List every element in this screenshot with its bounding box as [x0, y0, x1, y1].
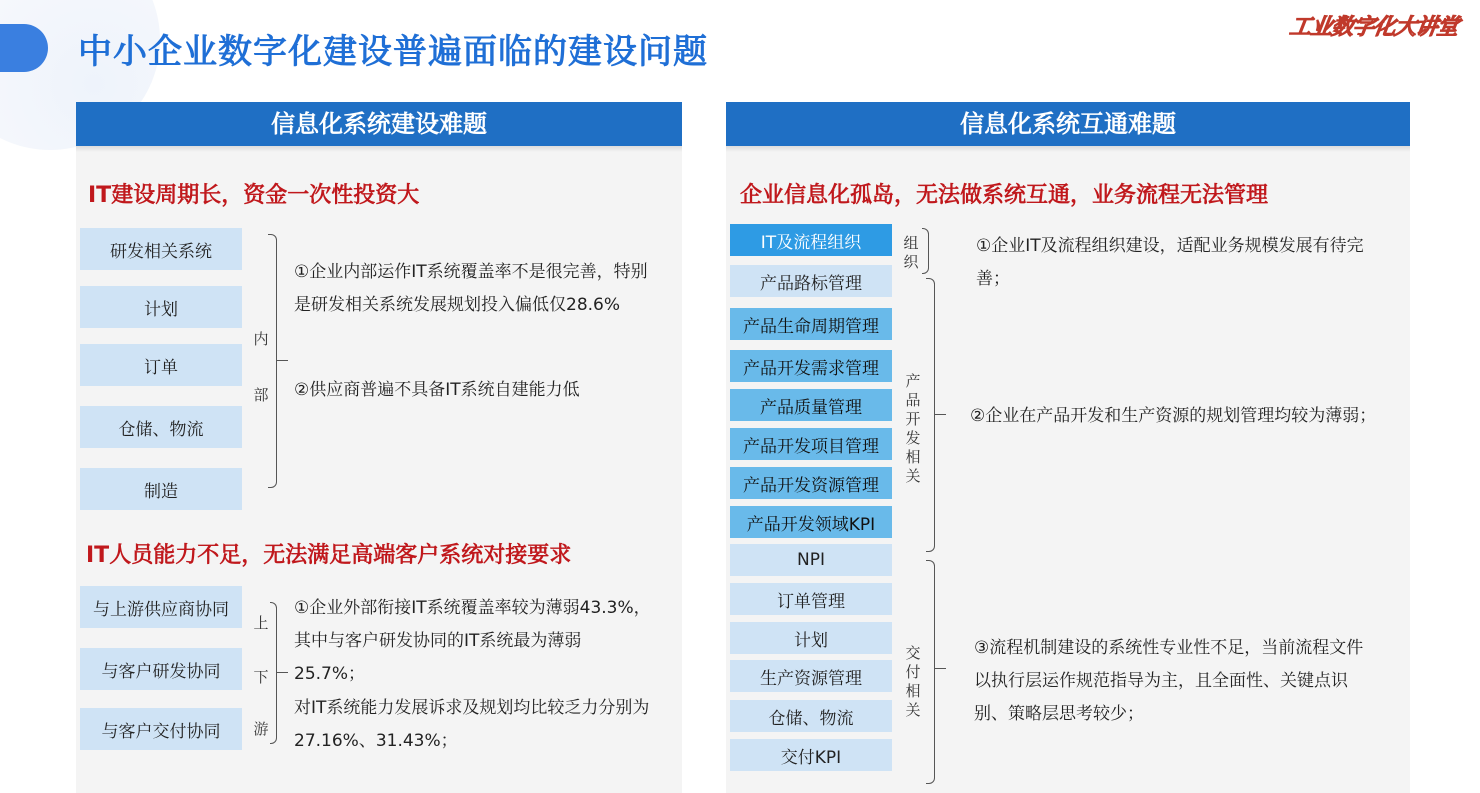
right-item-box: 交付KPI: [730, 739, 892, 771]
left-item-box: 制造: [80, 468, 242, 510]
right-item-box: 产品开发资源管理: [730, 467, 892, 499]
right-group1-desc: ①企业IT及流程组织建设，适配业务规模发展有待完善；: [976, 236, 1364, 289]
left-group-label: 下: [253, 668, 269, 686]
right-bracket: [926, 560, 935, 784]
right-bracket: [922, 228, 929, 274]
right-header-shadow: [726, 146, 1410, 152]
right-item-box: 产品生命周期管理: [730, 308, 892, 340]
right-item-box: 产品路标管理: [730, 265, 892, 297]
bracket-notch: [276, 360, 288, 361]
left-header-shadow: [76, 146, 682, 152]
bracket-notch: [934, 668, 946, 669]
left-item-box: 研发相关系统: [80, 228, 242, 270]
right-item-box: 产品开发领域KPI: [730, 506, 892, 538]
right-item-box: 计划: [730, 622, 892, 654]
right-item-box: 仓储、物流: [730, 700, 892, 732]
right-group2-label: 产品开发相关: [905, 372, 921, 485]
right-item-box: 生产资源管理: [730, 660, 892, 692]
left-panel-header: 信息化系统建设难题: [76, 102, 682, 146]
left-section1-desc2: ②供应商普遍不具备IT系统自建能力低: [294, 380, 580, 400]
left-bracket: [270, 602, 277, 744]
left-panel: [76, 102, 682, 793]
left-bracket: [268, 234, 277, 488]
left-group-label: 上: [253, 614, 269, 632]
left-item-box: 计划: [80, 286, 242, 328]
right-panel-header: 信息化系统互通难题: [726, 102, 1410, 146]
right-item-box: 产品开发项目管理: [730, 428, 892, 460]
right-item-box: NPI: [730, 544, 892, 576]
left-item-box: 与客户研发协同: [80, 648, 242, 690]
left-group-label: 部: [253, 386, 269, 404]
right-section-title: 企业信息化孤岛，无法做系统互通，业务流程无法管理: [740, 183, 1269, 208]
left-item-box: 仓储、物流: [80, 406, 242, 448]
left-group-label: 内: [253, 330, 269, 348]
title-accent-shape: [0, 24, 48, 72]
page-title: 中小企业数字化建设普遍面临的建设问题: [78, 32, 708, 72]
left-item-box: 与客户交付协同: [80, 708, 242, 750]
left-item-box: 与上游供应商协同: [80, 586, 242, 628]
left-section2-desc1: ①企业外部衔接IT系统覆盖率较为薄弱43.3%，其中与客户研发协同的IT系统最为薄弱 25.7%；: [294, 598, 651, 684]
right-group1-label: 组织: [903, 234, 919, 271]
left-section2-desc2: 对IT系统能力发展诉求及规划均比较乏力分别为27.16%、31.43%；: [294, 698, 650, 751]
left-section1-desc1: ①企业内部运作IT系统覆盖率不是很完善，特别是研发相关系统发展规划投入偏低仅28.6%: [294, 262, 648, 315]
right-bracket: [926, 278, 935, 552]
left-section2-title: IT人员能力不足，无法满足高端客户系统对接要求: [86, 543, 572, 568]
right-group3-desc: ③流程机制建设的系统性专业性不足，当前流程文件以执行层运作规范指导为主，且全面性、关键点识别、策略层思考较少；: [974, 638, 1364, 724]
right-item-box: 产品开发需求管理: [730, 350, 892, 382]
bracket-notch: [934, 414, 946, 415]
right-item-box: IT及流程组织: [730, 224, 892, 256]
left-group-label: 游: [253, 720, 269, 738]
left-section1-title: IT建设周期长，资金一次性投资大: [88, 183, 420, 208]
right-panel: [726, 102, 1410, 793]
right-group3-label: 交付相关: [905, 644, 921, 719]
right-item-box: 产品质量管理: [730, 389, 892, 421]
brand-logo: 工业数字化大讲堂: [1287, 15, 1460, 40]
bracket-notch: [276, 672, 288, 673]
right-group2-desc: ②企业在产品开发和生产资源的规划管理均较为薄弱；: [970, 406, 1377, 426]
right-item-box: 订单管理: [730, 583, 892, 615]
left-item-box: 订单: [80, 344, 242, 386]
